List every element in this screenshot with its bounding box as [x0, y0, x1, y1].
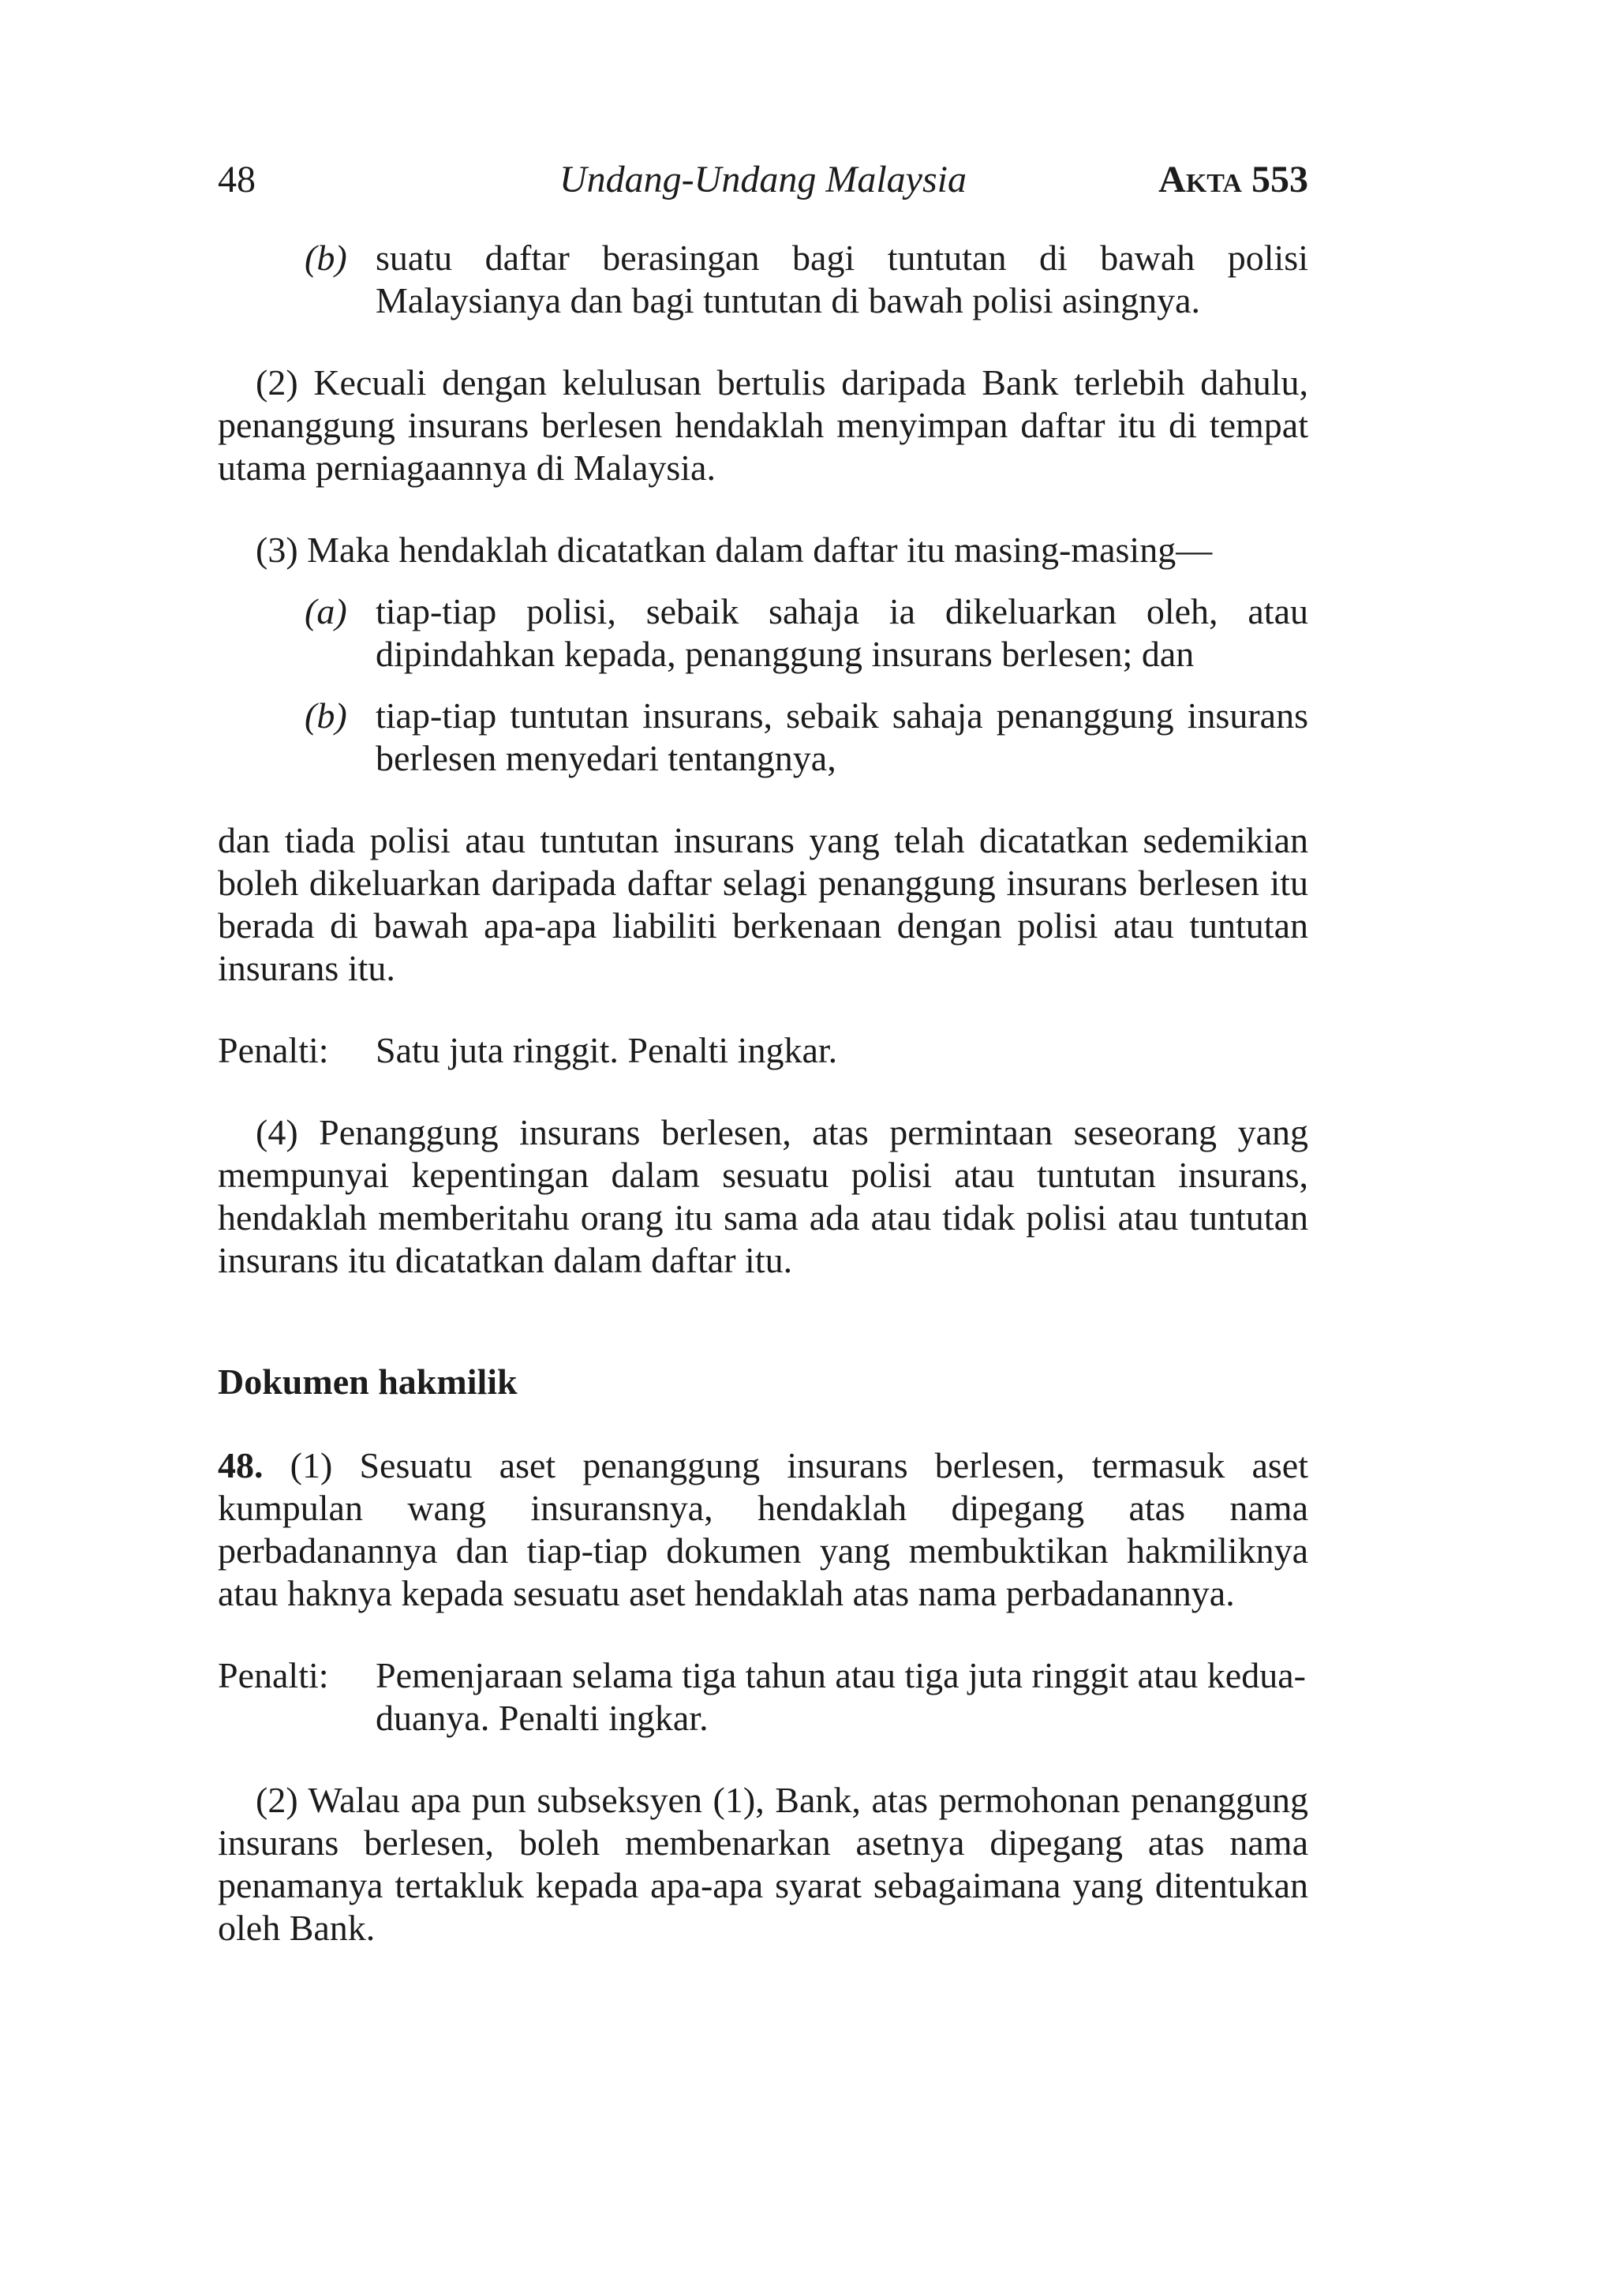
- paragraph-section-48-subsection-2: (2) Walau apa pun subseksyen (1), Bank, atas permohonan penanggung insurans berlesen, boleh membenarkan asetnya dipegang atas nama penamanya tertakluk kepada apa-apa syarat sebagaimana yang ditentukan oleh Bank.: [218, 1780, 1308, 1948]
- act-label: Akta: [1158, 159, 1242, 200]
- running-title: Undang-Undang Malaysia: [559, 159, 967, 200]
- section-number: 48.: [218, 1445, 264, 1485]
- section-text: (1) Sesuatu aset penanggung insurans berlesen, termasuk aset kumpulan wang insuransnya, hendaklah dipegang atas nama perbadanannya dan tiap-tiap dokumen yang membuktikan hakmiliknya atau haknya kepada sesuatu aset hendaklah atas nama perbadanannya.: [218, 1445, 1308, 1613]
- item-label: (b): [305, 238, 347, 278]
- penalty-text: Pemenjaraan selama tiga tahun atau tiga juta ringgit atau kedua-duanya. Penalti ingkar.: [376, 1655, 1306, 1738]
- act-reference: [1158, 158, 1308, 201]
- list-item: [218, 695, 1308, 780]
- penalty-label: Penalti:: [218, 1655, 329, 1695]
- penalty-clause: [218, 1654, 1308, 1740]
- item-text: suatu daftar berasingan bagi tuntutan di bawah polisi Malaysianya dan bagi tuntutan di bawah polisi asingnya.: [376, 238, 1308, 320]
- paragraph-subsection-4: (4) Penanggung insurans berlesen, atas permintaan seseorang yang mempunyai kepentingan dalam sesuatu polisi atau tuntutan insurans, hendaklah memberitahu orang itu sama ada atau tidak polisi atau tuntutan insurans itu dicatatkan dalam daftar itu.: [218, 1112, 1308, 1280]
- item-label: (a): [305, 591, 347, 631]
- document-body: [218, 237, 1308, 1989]
- penalty-text: Satu juta ringgit. Penalti ingkar.: [376, 1030, 838, 1070]
- paragraph-section-48: [218, 1444, 1308, 1615]
- list-item: [218, 590, 1308, 676]
- page-number: 48: [218, 159, 256, 200]
- page-header: [218, 158, 1308, 205]
- item-label: (b): [305, 695, 347, 736]
- section-heading: Dokumen hakmilik: [218, 1361, 518, 1402]
- penalty-clause: [218, 1029, 1308, 1072]
- item-text: tiap-tiap polisi, sebaik sahaja ia dikeluarkan oleh, atau dipindahkan kepada, penanggung insurans berlesen; dan: [376, 591, 1308, 674]
- item-text: tiap-tiap tuntutan insurans, sebaik sahaja penanggung insurans berlesen menyedari tentangnya,: [376, 695, 1308, 778]
- paragraph-subsection-3: (3) Maka hendaklah dicatatkan dalam daftar itu masing-masing—: [256, 530, 1213, 570]
- paragraph-subsection-2: (2) Kecuali dengan kelulusan bertulis daripada Bank terlebih dahulu, penanggung insurans berlesen hendaklah menyimpan daftar itu di tempat utama perniagaannya di Malaysia.: [218, 362, 1308, 488]
- paragraph-continuation: dan tiada polisi atau tuntutan insurans yang telah dicatatkan sedemikian boleh dikeluarkan daripada daftar selagi penanggung insurans berlesen itu berada di bawah apa-apa liabiliti berkenaan dengan polisi atau tuntutan insurans itu.: [218, 820, 1308, 988]
- act-number: 553: [1251, 159, 1308, 200]
- list-item: [218, 237, 1308, 322]
- penalty-label: Penalti:: [218, 1030, 329, 1070]
